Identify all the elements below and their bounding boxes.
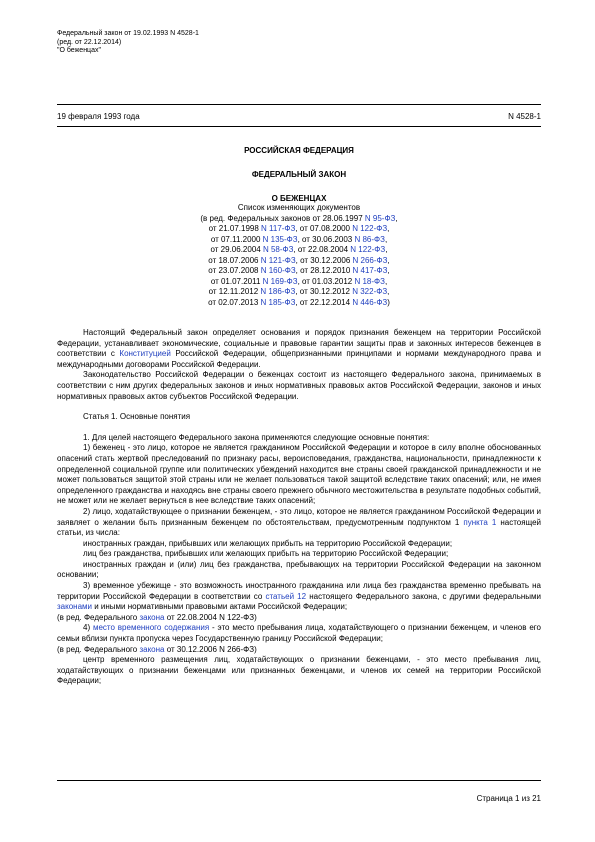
law-date: 19 февраля 1993 года <box>57 112 140 121</box>
amendment-law-link[interactable]: N 266-ФЗ <box>352 255 388 265</box>
amendment-text: , от 30.06.2003 <box>297 234 355 244</box>
amendment-law-link[interactable]: N 169-ФЗ <box>262 276 298 286</box>
document-header <box>57 30 199 56</box>
main-text <box>57 328 541 687</box>
amendment-text: от 01.07.2011 <box>210 276 263 286</box>
item-2-list-stateless: лиц без гражданства, прибывших или желающих прибыть на территорию Российской Федерации; <box>83 549 449 559</box>
amendment-text: (в ред. Федеральных законов от 28.06.1997 <box>200 213 365 223</box>
law-122-link[interactable]: закона <box>139 612 165 622</box>
amendment-line <box>57 298 541 309</box>
amendment-text: , <box>384 234 388 244</box>
law-number: N 4528-1 <box>508 112 541 121</box>
amendment-line <box>57 277 541 288</box>
amendment-law-link[interactable]: N 185-ФЗ <box>260 297 296 307</box>
article-1-item-1: 1) беженец - это лицо, которое не является гражданином Российской Федерации и которое в силу вполне обоснованных опасений стать жертвой преследований по признаку расы, вероисповедания, гражданства, национальности, принадлежности к определенной социальной группе или политических убеждений находится вне страны своей гражданской принадлежности и не может пользоваться защитой этой страны или не желает пользоваться такой защитой вследствие таких опасений; или, не имея определенного гражданства и находясь вне страны своего прежнего обычного местожительства в результате подобных событий, не может или не желает вернуться в нее вследствие таких опасений; <box>57 443 541 506</box>
item-3-edition-note: (в ред. Федерального закона от 22.08.2004 N 122-ФЗ) <box>57 612 257 622</box>
amendment-text: , <box>385 245 388 255</box>
point-1-link[interactable]: пункта 1 <box>463 517 497 527</box>
amendment-law-link[interactable]: N 417-ФЗ <box>352 266 388 276</box>
amendments-list <box>57 214 541 309</box>
amendment-law-link[interactable]: N 121-ФЗ <box>260 255 296 265</box>
amendment-law-link[interactable]: N 86-ФЗ <box>354 234 385 244</box>
amendment-law-link[interactable]: N 160-ФЗ <box>260 266 296 276</box>
amendment-text: от 07.11.2000 <box>210 234 263 244</box>
article-1-item-2: 2) лицо, ходатайствующее о признании беженцем, - это лицо, которое не является гражданином Российской Федерации и заявляет о желании быть признанным беженцем по обстоятельствам, предусмотренным подпунктом 1 пункта 1 настоящей статьи, из числа: <box>57 506 541 538</box>
date-divider <box>57 126 541 127</box>
changes-caption: Список изменяющих документов <box>237 203 361 212</box>
article-1-item-3: 3) временное убежище - это возможность иностранного гражданина или лица без гражданства временно пребывать на территории Российской Федерации в соответствии со статьей 12 настоящего Федерального закона, с другими федеральными законами и иными нормативными правовыми актами Российской Федерации; <box>57 581 541 612</box>
amendment-text: от 12.11.2012 <box>208 287 261 297</box>
amendment-law-link[interactable]: N 322-ФЗ <box>352 287 388 297</box>
law-name-title: О БЕЖЕНЦАХ <box>271 194 327 203</box>
law-266-link[interactable]: закона <box>139 644 165 654</box>
amendment-text: , от 07.08.2000 <box>295 224 353 234</box>
amendment-text: , от 01.03.2012 <box>297 276 355 286</box>
amendment-text: , <box>387 287 390 297</box>
law-type-title: ФЕДЕРАЛЬНЫЙ ЗАКОН <box>251 170 347 179</box>
amendment-law-link[interactable]: N 135-ФЗ <box>262 234 298 244</box>
amendment-text: , от 30.12.2012 <box>295 287 353 297</box>
header-title-line: "О беженцах" <box>57 47 101 55</box>
item-2-list-legal-stay: иностранных граждан и (или) лиц без гражданства, пребывающих на территории Российской Федерации на законном основании; <box>57 559 541 580</box>
temporary-stay-link[interactable]: место временного содержания <box>92 623 210 633</box>
amendments-block <box>57 203 541 308</box>
amendment-text: от 23.07.2008 <box>208 266 261 276</box>
footer-divider <box>57 780 541 781</box>
amendment-text: , от 30.12.2006 <box>295 255 353 265</box>
article-1-item-4: 4) место временного содержания - это место пребывания лица, ходатайствующего о признании беженцем, и членов его семьи вблизи пункта пропуска через Государственную границу Российской Федерации; <box>57 623 541 644</box>
amendment-text: , от 22.08.2004 <box>293 245 351 255</box>
amendment-law-link[interactable]: N 58-ФЗ <box>262 245 294 255</box>
intro-paragraph-1: Настоящий Федеральный закон определяет основания и порядок признания беженцем на территории Российской Федерации, устанавливает экономические, социальные и правовые гарантии защиты прав и законных интересов беженцев в соответствии с Конституцией Российской Федерации, общепризнанными принципами и нормами международного права и международными договорами Российской Федерации. <box>57 328 541 369</box>
amendment-text: , <box>384 276 388 286</box>
item-2-list-foreign: иностранных граждан, прибывших или желающих прибыть на территорию Российской Федерации; <box>83 538 453 548</box>
article-1-item-5: центр временного размещения лиц, ходатайствующих о признании беженцами, - это место пребывания лиц, ходатайствующих о признании беженцами или признанных беженцами, и членов их семей на территории Российской Федерации; <box>57 655 541 686</box>
article-1-title: Статья 1. Основные понятия <box>83 412 191 422</box>
amendment-text: , от 28.12.2010 <box>295 266 353 276</box>
article-12-link[interactable]: статьей 12 <box>265 591 307 601</box>
amendment-text: от 29.06.2004 <box>210 245 263 255</box>
amendment-line <box>57 256 541 267</box>
amendment-law-link[interactable]: N 117-ФЗ <box>261 224 296 234</box>
header-divider <box>57 104 541 105</box>
amendment-text: от 02.07.2013 <box>208 297 261 307</box>
amendment-text: ) <box>387 297 390 307</box>
amendment-law-link[interactable]: N 122-ФЗ <box>350 245 386 255</box>
amendment-line <box>57 235 541 246</box>
federation-title: РОССИЙСКАЯ ФЕДЕРАЦИЯ <box>244 146 354 155</box>
article-1-intro: 1. Для целей настоящего Федерального закона применяются следующие основные понятия: <box>83 432 430 442</box>
amendment-text: от 21.07.1998 <box>208 224 262 234</box>
amendment-line <box>57 224 541 235</box>
amendment-text: , от 22.12.2014 <box>295 297 353 307</box>
amendment-line <box>57 245 541 256</box>
intro-paragraph-2: Законодательство Российской Федерации о беженцах состоит из настоящего Федерального закона, принимаемых в соответствии с ним других федеральных законов и иных нормативных правовых актов Российской Федерации, законов и иных нормативных правовых актов субъектов Российской Федерации. <box>57 370 541 401</box>
amendment-law-link[interactable]: N 446-ФЗ <box>352 297 388 307</box>
amendment-law-link[interactable]: N 18-ФЗ <box>354 276 385 286</box>
amendment-text: , <box>387 266 390 276</box>
header-law-line: Федеральный закон от 19.02.1993 N 4528-1 <box>57 30 199 37</box>
header-edition-line: (ред. от 22.12.2014) <box>57 38 122 46</box>
item-4-edition-note: (в ред. Федерального закона от 30.12.2006 N 266-ФЗ) <box>57 644 257 654</box>
laws-link[interactable]: законами <box>57 602 92 612</box>
amendment-law-link[interactable]: N 95-ФЗ <box>364 213 396 223</box>
amendment-text: от 18.07.2006 <box>208 255 261 265</box>
amendment-line <box>57 287 541 298</box>
amendment-line <box>57 266 541 277</box>
constitution-link[interactable]: Конституцией <box>119 349 171 359</box>
amendment-law-link[interactable]: N 186-ФЗ <box>260 287 296 297</box>
amendment-line <box>57 214 541 225</box>
page-counter: Страница 1 из 21 <box>476 794 541 803</box>
date-line <box>57 112 541 121</box>
amendment-text: , <box>387 224 390 234</box>
amendment-text: , <box>395 213 398 223</box>
amendment-law-link[interactable]: N 122-ФЗ <box>352 224 388 234</box>
amendment-text: , <box>387 255 390 265</box>
